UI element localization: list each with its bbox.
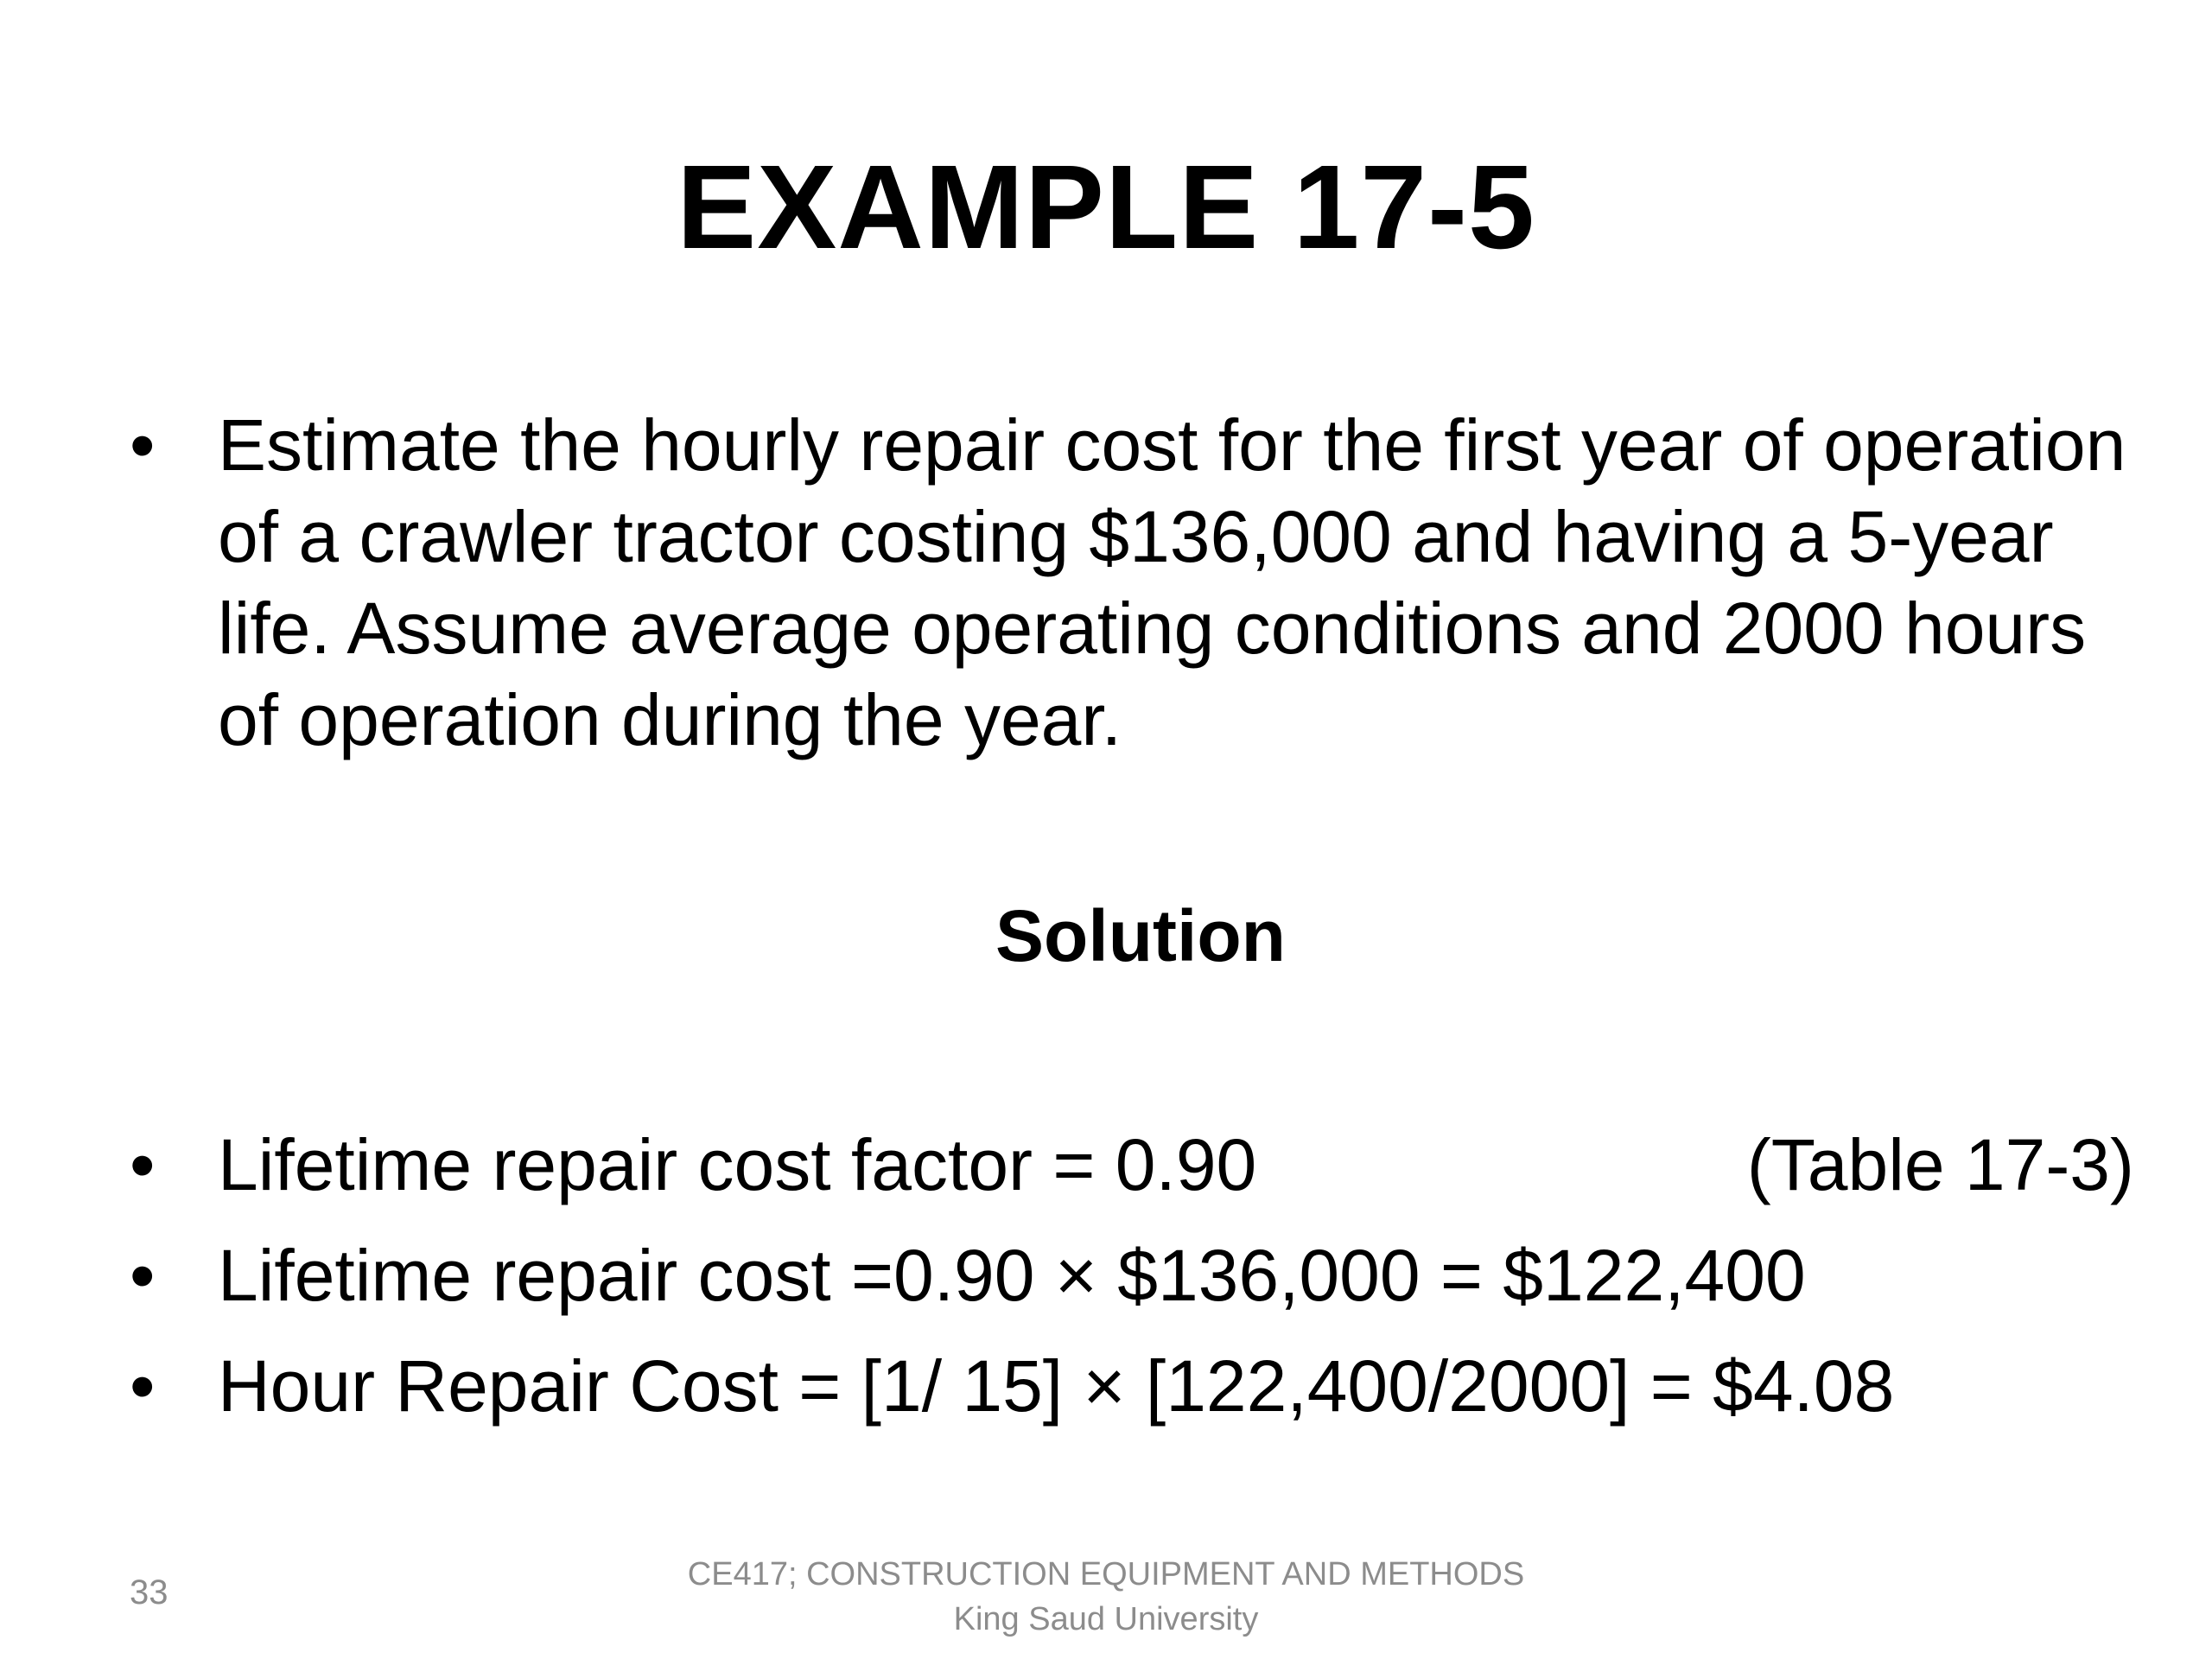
bullet-icon: • <box>130 1345 156 1427</box>
solution-item-text: Lifetime repair cost factor = 0.90 <box>218 1124 1257 1205</box>
bullet-icon: • <box>130 1235 156 1316</box>
table-reference: (Table 17-3) <box>1746 1124 2134 1205</box>
problem-statement <box>130 399 2134 766</box>
problem-list <box>130 399 2134 766</box>
bullet-icon: • <box>130 1124 156 1205</box>
problem-text: Estimate the hourly repair cost for the first year of operation of a crawler tractor costing $136,000 and having a 5-year life. Assume average operating conditions and 2000 hours of operation during the year. <box>218 404 2126 760</box>
solution-list <box>130 1109 2134 1441</box>
footer-course: CE417; CONSTRUCTION EQUIPMENT AND METHODS <box>687 1556 1525 1592</box>
page-number: 33 <box>130 1573 168 1611</box>
footer <box>0 1552 2212 1642</box>
slide-title: EXAMPLE 17-5 <box>677 141 1535 274</box>
solution-item-repair-factor <box>130 1109 2134 1220</box>
solution-item-text: Lifetime repair cost =0.90 × $136,000 = $122,400 <box>218 1235 1806 1316</box>
footer-university: King Saud University <box>953 1601 1259 1637</box>
solution-item-lifetime-cost <box>130 1220 2134 1331</box>
solution-heading: Solution <box>995 895 1286 976</box>
solution-item-text: Hour Repair Cost = [1/ 15] × [122,400/2000] = $4.08 <box>218 1345 1895 1427</box>
solution-item-hour-cost <box>130 1331 2134 1441</box>
bullet-icon: • <box>130 404 156 486</box>
